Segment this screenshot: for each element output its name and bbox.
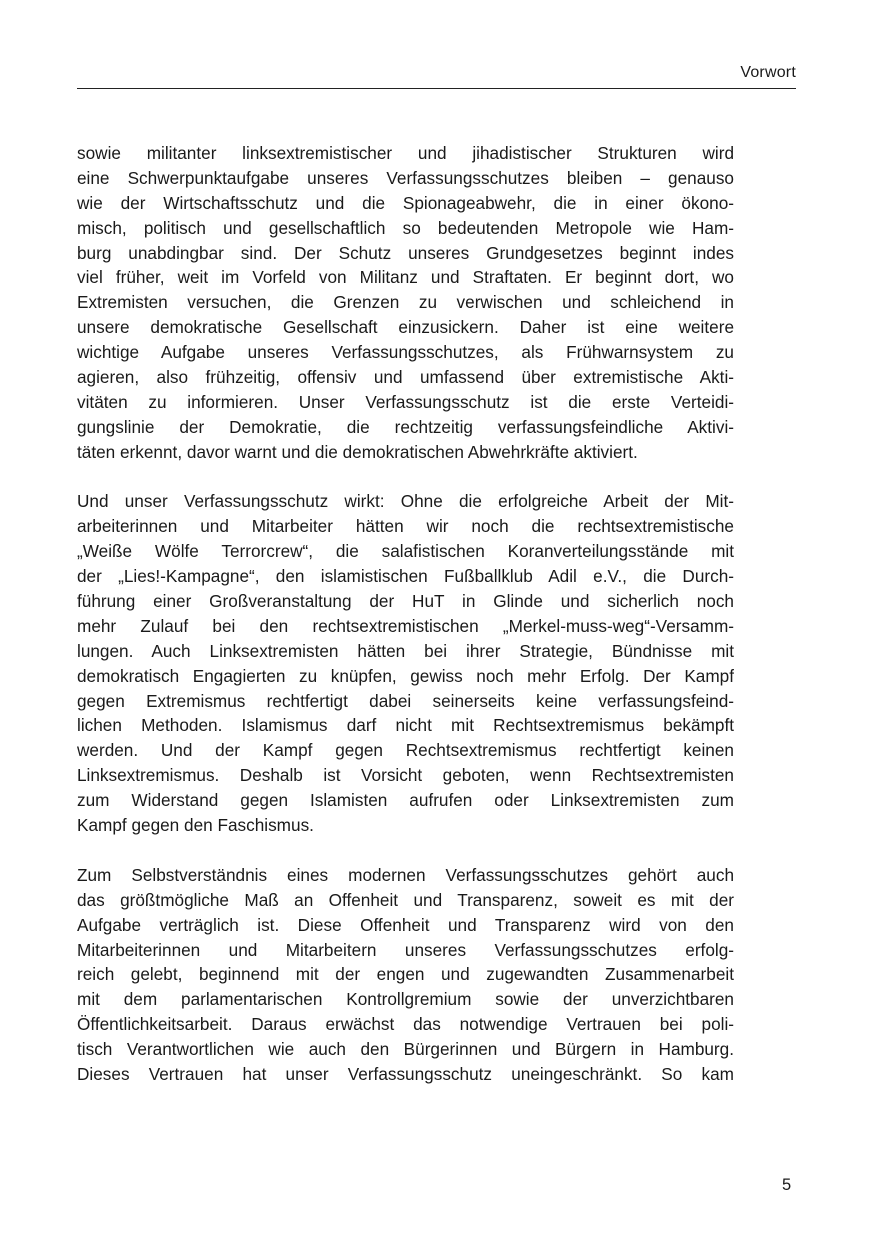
text-line: arbeiterinnen und Mitarbeiter hätten wir noch die rechtsextremistische <box>77 516 734 537</box>
text-line: mehr Zulauf bei den rechtsextremistischen „Merkel-muss-weg“-Versamm- <box>77 615 734 636</box>
text-line: der „Lies!-Kampagne“, den islamistischen Fußballklub Adil e.V., die Durch- <box>77 566 734 587</box>
text-line: eine Schwerpunktaufgabe unseres Verfassungsschutzes bleiben – genauso <box>77 167 734 188</box>
text-line: wie der Wirtschaftsschutz und die Spionageabwehr, die in einer ökono- <box>77 192 734 213</box>
text-line: Zum Selbstverständnis eines modernen Verfassungsschutzes gehört auch <box>77 864 734 885</box>
text-line: täten erkennt, davor warnt und die demokratischen Abwehrkräfte aktiviert. <box>77 441 638 462</box>
text-line: burg unabdingbar sind. Der Schutz unseres Grundgesetzes beginnt indes <box>77 242 734 263</box>
text-line: Extremisten versuchen, die Grenzen zu verwischen und schleichend in <box>77 292 734 313</box>
text-line: vitäten zu informieren. Unser Verfassungsschutz ist die erste Verteidi- <box>77 391 734 412</box>
text-line: Mitarbeiterinnen und Mitarbeitern unseres Verfassungsschutzes erfolg- <box>77 939 734 960</box>
text-line: lungen. Auch Linksextremisten hätten bei ihrer Strategie, Bündnisse mit <box>77 640 734 661</box>
text-line: wichtige Aufgabe unseres Verfassungsschutzes, als Frühwarnsystem zu <box>77 342 734 363</box>
section-title: Vorwort <box>740 64 796 81</box>
body-text <box>77 141 734 1112</box>
text-line: unsere demokratische Gesellschaft einzusickern. Daher ist eine weitere <box>77 317 734 338</box>
text-line: zum Widerstand gegen Islamisten aufrufen oder Linksextremisten zum <box>77 790 734 811</box>
text-line: Aufgabe verträglich ist. Diese Offenheit und Transparenz wird von den <box>77 914 734 935</box>
text-line: Kampf gegen den Faschismus. <box>77 815 314 836</box>
text-line: reich gelebt, beginnend mit der engen und zugewandten Zusammenarbeit <box>77 964 734 985</box>
text-line: gegen Extremismus rechtfertigt dabei seinerseits keine verfassungsfeind- <box>77 690 734 711</box>
page-number: 5 <box>782 1176 792 1194</box>
text-line: „Weiße Wölfe Terrorcrew“, die salafistischen Koranverteilungsstände mit <box>77 541 734 562</box>
text-line: mit dem parlamentarischen Kontrollgremium sowie der unverzichtbaren <box>77 989 734 1010</box>
text-line: führung einer Großveranstaltung der HuT in Glinde und sicherlich noch <box>77 591 734 612</box>
running-header <box>77 60 796 89</box>
text-line: das größtmögliche Maß an Offenheit und Transparenz, soweit es mit der <box>77 889 734 910</box>
text-line: agieren, also frühzeitig, offensiv und umfassend über extremistische Akti- <box>77 367 734 388</box>
text-line: demokratisch Engagierten zu knüpfen, gewiss noch mehr Erfolg. Der Kampf <box>77 665 734 686</box>
paragraph <box>77 863 734 1087</box>
text-line: Dieses Vertrauen hat unser Verfassungsschutz uneingeschränkt. So kam <box>77 1063 734 1084</box>
text-line: gungslinie der Demokratie, die rechtzeitig verfassungsfeindliche Aktivi- <box>77 416 734 437</box>
text-line: viel früher, weit im Vorfeld von Militanz und Straftaten. Er beginnt dort, wo <box>77 267 734 288</box>
text-line: Und unser Verfassungsschutz wirkt: Ohne die erfolgreiche Arbeit der Mit- <box>77 491 734 512</box>
text-line: werden. Und der Kampf gegen Rechtsextremismus rechtfertigt keinen <box>77 740 734 761</box>
text-line: Linksextremismus. Deshalb ist Vorsicht geboten, wenn Rechtsextremisten <box>77 765 734 786</box>
paragraph <box>77 141 734 465</box>
text-line: tisch Verantwortlichen wie auch den Bürgerinnen und Bürgern in Hamburg. <box>77 1039 734 1060</box>
paragraph <box>77 489 734 837</box>
text-line: Öffentlichkeitsarbeit. Daraus erwächst das notwendige Vertrauen bei poli- <box>77 1014 734 1035</box>
text-line: misch, politisch und gesellschaftlich so bedeutenden Metropole wie Ham- <box>77 217 734 238</box>
text-line: lichen Methoden. Islamismus darf nicht mit Rechtsextremismus bekämpft <box>77 715 734 736</box>
text-line: sowie militanter linksextremistischer und jihadistischer Strukturen wird <box>77 143 734 163</box>
